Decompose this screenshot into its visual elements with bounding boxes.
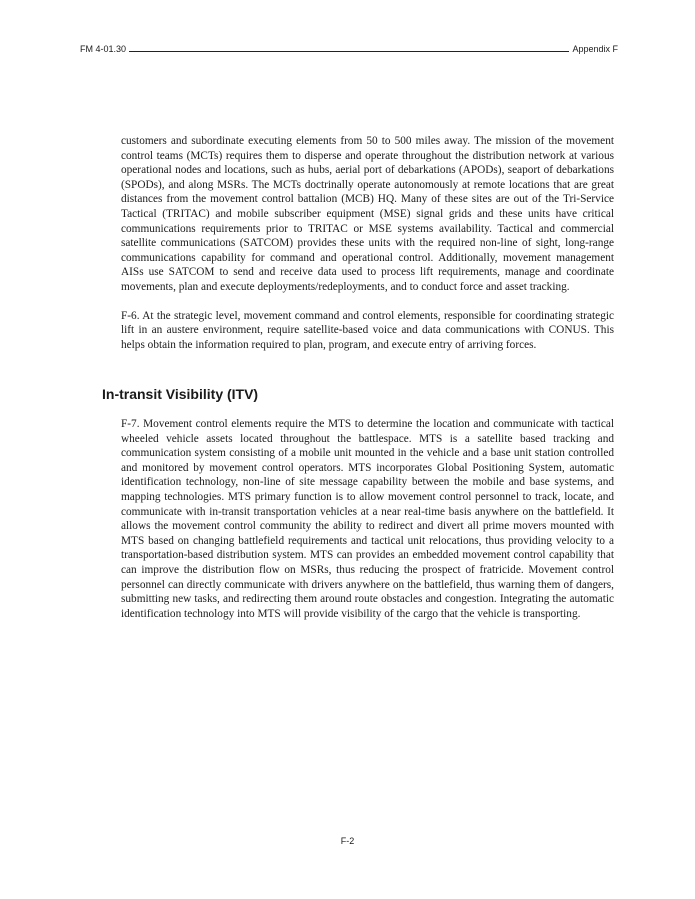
header-appendix-label: Appendix F (572, 44, 618, 54)
page-number: F-2 (340, 836, 355, 846)
body-text-section (121, 417, 614, 635)
header-document-id: FM 4-01.30 (80, 44, 127, 54)
header-rule (129, 51, 569, 52)
paragraph-continuation: customers and subordinate executing elements from 50 to 500 miles away. The mission of the movement control teams (MCTs) requires them to disperse and operate throughout the distribution network at various operational nodes and locations, such as hubs, aerial port of debarkations (APODs), seaport of debarkations (SPODs), and along MSRs. The MCTs doctrinally operate autonomously at remote locations that are great distances from the movement control battalion (MCB) HQ. Many of these sites are out of the Tri-Service Tactical (TRITAC) and mobile subscriber equipment (MSE) signal grids and these units have critical communications requirements prior to TRITAC or MSE systems availability. Tactical and commercial satellite communications (SATCOM) provides these units with the required non-line of sight, long-range communications capability for command and operational control. Additionally, movement management AISs use SATCOM to send and receive data used to process lift requirements, manage and coordinate movements, plan and execute deployments/redeployments, and to conduct force and asset tracking. (121, 135, 614, 293)
section-title: In-transit Visibility (ITV) (102, 386, 259, 402)
paragraph-f-6: F-6. At the strategic level, movement command and control elements, responsible for coordinating strategic lift in an austere environment, require satellite-based voice and data communications with CONUS. This helps obtain the information required to plan, program, and execute entry of arriving forces. (121, 309, 614, 351)
paragraph-f-7: F-7. Movement control elements require the MTS to determine the location and communicate with tactical wheeled vehicle assets located throughout the battlespace. MTS is a satellite based tracking and communication system consisting of a mobile unit mounted in the vehicle and a base unit station controlled and monitored by movement control operators. MTS incorporates Global Positioning System, automatic identification technology, non-line of site message capability between the mobile and base systems, and mapping technologies. MTS primary function is to allow movement control personnel to track, locate, and communicate with in-transit transportation vehicles at a near real-time basis anywhere on the battlefield. It allows the movement control community the ability to redirect and divert all prime movers mounted with MTS based on changing battlefield requirements and tactical unit relocations, thus providing velocity to a transportation-based distribution system. MTS can provides an embedded movement control capability that can improve the distribution flow on MSRs, thus reducing the prospect of fratricide. Movement control personnel can directly communicate with drivers anywhere on the battlefield, thus warning them of dangers, submitting new tasks, and redirecting them around route obstacles and congestion. Integrating the automatic identification technology into MTS will provide visibility of the cargo that the vehicle is transporting. (121, 418, 614, 620)
body-text-top (121, 134, 614, 366)
page-footer (0, 836, 695, 846)
page-header (80, 42, 618, 54)
